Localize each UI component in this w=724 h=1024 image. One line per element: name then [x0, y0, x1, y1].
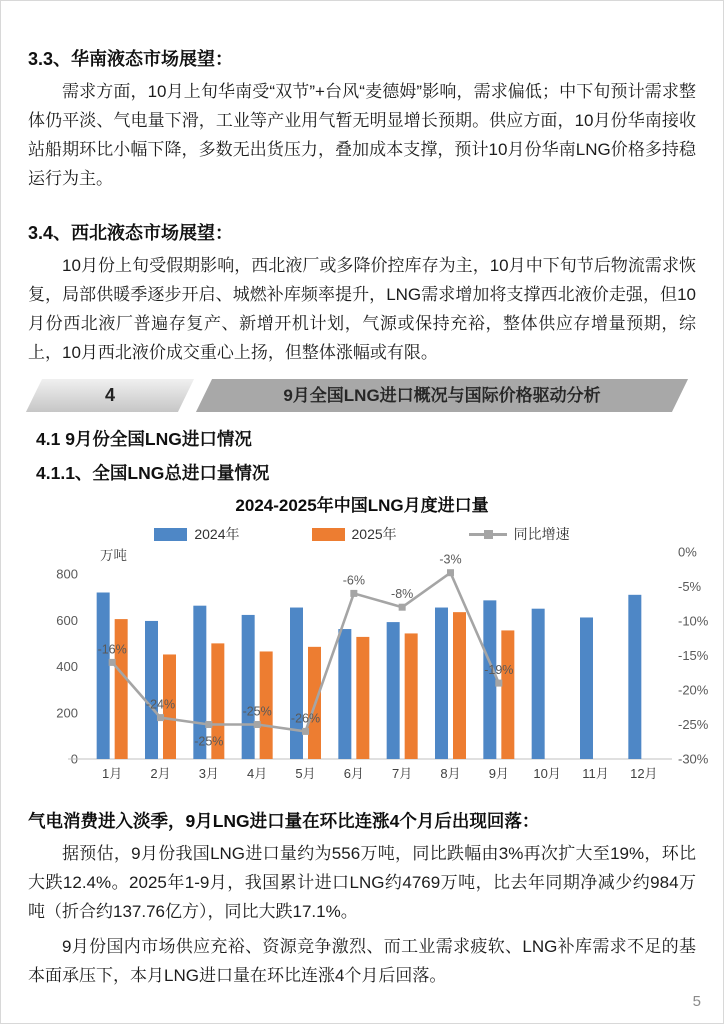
growth-data-label: -19%: [484, 663, 514, 678]
bar-2025: [405, 633, 418, 759]
month-label: 8月: [440, 766, 461, 781]
bar-2024: [387, 622, 400, 759]
left-axis-tick-label: 600: [56, 612, 78, 628]
legend-swatch-2025-bar: [312, 528, 345, 541]
legend-swatch-growth-marker: [484, 530, 493, 539]
month-label: 9月: [488, 766, 509, 781]
bar-2024: [580, 617, 593, 759]
growth-data-label: -25%: [194, 734, 224, 749]
growth-marker: [399, 604, 406, 611]
month-label: 1月: [102, 766, 123, 781]
right-axis-tick-label: -25%: [678, 717, 709, 732]
bar-2025: [115, 619, 128, 759]
bar-2025: [453, 612, 466, 759]
chart-title: 2024-2025年中国LNG月度进口量: [235, 496, 489, 515]
right-axis-tick-label: 0%: [678, 544, 697, 560]
growth-marker: [109, 659, 116, 666]
section-4-number: 4: [104, 385, 115, 405]
month-label: 6月: [343, 766, 364, 781]
month-label: 2月: [150, 766, 171, 781]
section-4-banner: [28, 379, 696, 412]
bar-2024: [97, 593, 110, 760]
section-3-4-paragraph: 10月份上旬受假期影响，西北液厂或多降价控库存为主，10月中下旬节后物流需求恢复，局部供暖季逐步开启、城燃补库频率提升，LNG需求增加将支撑西北液价走强，但10月份西北液厂普遍存复产、新增开机计划，气源或保持充裕，整体供应存增量预期，综上，10月西北液价成交重心上扬，但整体涨幅或有限。: [28, 256, 696, 362]
section-3-3-paragraph: 需求方面，10月上旬华南受“双节”+台风“麦德姆”影响，需求偏低；中下旬预计需求整体仍平淡、气电量下滑，工业等产业用气暂无明显增长预期。供应方面，10月份华南接收站船期环比小幅下降，多数无出货压力，叠加成本支撑，预计10月份华南LNG价格多持稳运行为主。: [28, 82, 696, 188]
month-label: 4月: [247, 766, 268, 781]
section-4-number-block: [26, 379, 194, 412]
legend-swatch-growth-line: [469, 533, 507, 536]
bar-2025: [501, 630, 514, 759]
summary-paragraph-1: 据预估，9月份我国LNG进口量约为556万吨，同比跌幅由3%再次扩大至19%，环比大跌12.4%。2025年1-9月，我国累计进口LNG约4769万吨，比去年同期净减少约984万吨（折合约137.76亿方），同比大跌17.1%。: [28, 844, 696, 921]
bar-2024: [435, 608, 448, 759]
month-label: 10月: [533, 766, 561, 781]
legend-item-2024: [154, 524, 239, 544]
bar-2024: [242, 615, 255, 759]
growth-marker: [447, 569, 454, 576]
month-label: 5月: [295, 766, 316, 781]
month-label: 3月: [198, 766, 219, 781]
chart-legend: [28, 524, 696, 544]
left-axis-unit-label: 万吨: [100, 548, 127, 563]
lng-monthly-import-chart: [28, 491, 709, 794]
month-label: 11月: [582, 766, 609, 781]
growth-marker: [205, 721, 212, 728]
month-label: 7月: [392, 766, 413, 781]
bar-2025: [356, 637, 369, 759]
section-3-4-heading: 3.4、西北液态市场展望：: [28, 223, 234, 243]
bar-2024: [483, 600, 496, 759]
growth-data-label: -24%: [145, 697, 176, 712]
legend-label-growth: 同比增速: [513, 526, 570, 542]
growth-data-label: -25%: [242, 704, 272, 719]
summary-paragraph-2: 9月份国内市场供应充裕、资源竞争激烈、而工业需求疲软、LNG补库需求不足的基本面承压下，本月LNG进口量在环比连涨4个月后回落。: [28, 937, 696, 985]
growth-marker: [350, 590, 357, 597]
growth-marker: [157, 714, 164, 721]
bar-2024: [532, 609, 545, 759]
bar-2024: [338, 629, 351, 759]
legend-item-growth: [469, 524, 570, 544]
left-axis-tick-label: 200: [56, 705, 78, 721]
import-chart-svg: [28, 544, 724, 794]
growth-data-label: -3%: [439, 552, 462, 567]
growth-marker: [302, 728, 309, 735]
section-4-1-1-heading: 4.1.1、全国LNG总进口量情况: [36, 463, 270, 483]
growth-data-label: -16%: [97, 642, 127, 657]
bar-2024: [145, 621, 158, 759]
legend-item-2025: [312, 524, 397, 544]
page-number: 5: [692, 993, 701, 1010]
section-4-banner-title-block: [196, 379, 688, 412]
left-axis-tick-label: 400: [56, 659, 78, 674]
left-axis-tick-label: 0: [70, 751, 78, 767]
growth-data-label: -6%: [342, 573, 365, 588]
section-3-3-heading: 3.3、华南液态市场展望：: [28, 49, 234, 69]
right-axis-tick-label: -20%: [678, 682, 709, 698]
legend-label-2024: 2024年: [194, 526, 240, 542]
growth-data-label: -8%: [391, 587, 414, 602]
right-axis-tick-label: -15%: [678, 648, 709, 663]
left-axis-tick-label: 800: [56, 566, 78, 582]
right-axis-tick-label: -30%: [678, 751, 709, 767]
right-axis-tick-label: -10%: [678, 613, 709, 629]
growth-data-label: -26%: [290, 711, 321, 726]
legend-label-2025: 2025年: [351, 526, 397, 542]
bar-2024: [290, 608, 303, 759]
summary-heading: 气电消费进入淡季，9月LNG进口量在环比连涨4个月后出现回落：: [28, 811, 540, 831]
legend-swatch-2024-bar: [154, 528, 187, 541]
section-4-banner-title: 9月全国LNG进口概况与国际价格驱动分析: [283, 386, 601, 405]
right-axis-tick-label: -5%: [678, 579, 702, 594]
growth-marker: [254, 721, 261, 728]
bar-2024: [628, 595, 641, 759]
growth-marker: [495, 680, 502, 687]
month-label: 12月: [630, 766, 658, 781]
section-4-1-heading: 4.1 9月份全国LNG进口情况: [36, 429, 252, 449]
